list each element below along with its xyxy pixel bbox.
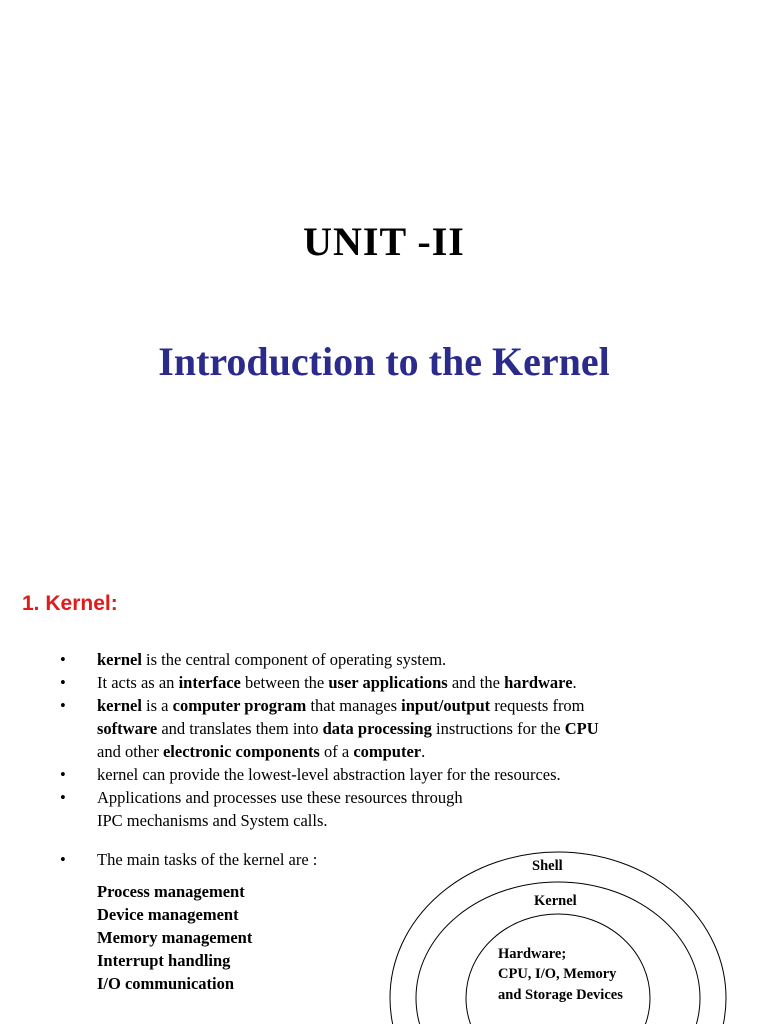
bullet-text-line [97, 763, 561, 786]
bold-term: data processing [322, 719, 432, 738]
hardware-label-line2: CPU, I/O, Memory [498, 966, 617, 982]
task-item: Process management [97, 882, 245, 901]
text-run: . [421, 742, 426, 761]
shell-label: Shell [532, 858, 563, 874]
text-run: and translates them into [157, 719, 323, 738]
text-run: that manages [306, 696, 402, 715]
bullet-dot-icon: • [60, 788, 66, 807]
bullet-text-line [97, 671, 577, 694]
bold-term: electronic components [162, 742, 320, 761]
bullet-dot-icon: • [60, 650, 66, 669]
kernel-label: Kernel [534, 893, 577, 909]
text-run: of a [319, 742, 354, 761]
bullet-text-line [97, 809, 328, 832]
text-run: and the [447, 673, 505, 692]
section-heading-kernel: 1. Kernel: [22, 592, 118, 615]
bullet-dot-icon: • [60, 765, 66, 784]
bullet-text-line [97, 717, 599, 740]
bullet-text-line [97, 648, 446, 671]
bold-term: interface [178, 673, 241, 692]
bold-term: input/output [401, 696, 491, 715]
kernel-task-list [97, 880, 252, 995]
unit-title: UNIT -II [303, 219, 465, 264]
kernel-layer-diagram [380, 820, 768, 1029]
text-run: is a [141, 696, 173, 715]
bold-term: computer [353, 742, 422, 761]
bold-term: hardware [504, 673, 573, 692]
text-run: between the [240, 673, 329, 692]
hardware-label: Hardware; [498, 946, 567, 962]
bullet-text-line [97, 786, 463, 809]
bold-term: software [97, 719, 158, 738]
text-run: is the central component of operating system. [141, 650, 447, 669]
bullet-dot-icon: • [60, 696, 66, 715]
bold-term: CPU [564, 719, 599, 738]
bullet-dot-icon: • [60, 850, 66, 869]
task-item: Device management [97, 905, 239, 924]
task-item: I/O communication [97, 974, 235, 993]
bullet-text-line [97, 694, 585, 717]
task-item: Interrupt handling [97, 951, 231, 970]
text-run: . [572, 673, 577, 692]
hardware-label-line3: and Storage Devices [498, 987, 623, 1003]
text-run: instructions for the [431, 719, 565, 738]
text-run: Applications and processes use these resources through [97, 788, 463, 807]
bullet-dot-icon: • [60, 673, 66, 692]
bold-term: user applications [328, 673, 448, 692]
bold-term: computer program [172, 696, 307, 715]
bullet-text-line [97, 740, 425, 763]
text-run: kernel can provide the lowest-level abstraction layer for the resources. [97, 765, 561, 784]
bold-term: kernel [97, 696, 142, 715]
task-item: Memory management [97, 928, 253, 947]
page-title: Introduction to the Kernel [158, 339, 610, 384]
bullet-text-line [97, 848, 317, 871]
bold-term: kernel [97, 650, 142, 669]
text-run: requests from [490, 696, 585, 715]
text-run: It acts as an [97, 673, 179, 692]
text-run: IPC mechanisms and System calls. [97, 811, 328, 830]
text-run: The main tasks of the kernel are : [97, 850, 318, 869]
text-run: and other [97, 742, 163, 761]
